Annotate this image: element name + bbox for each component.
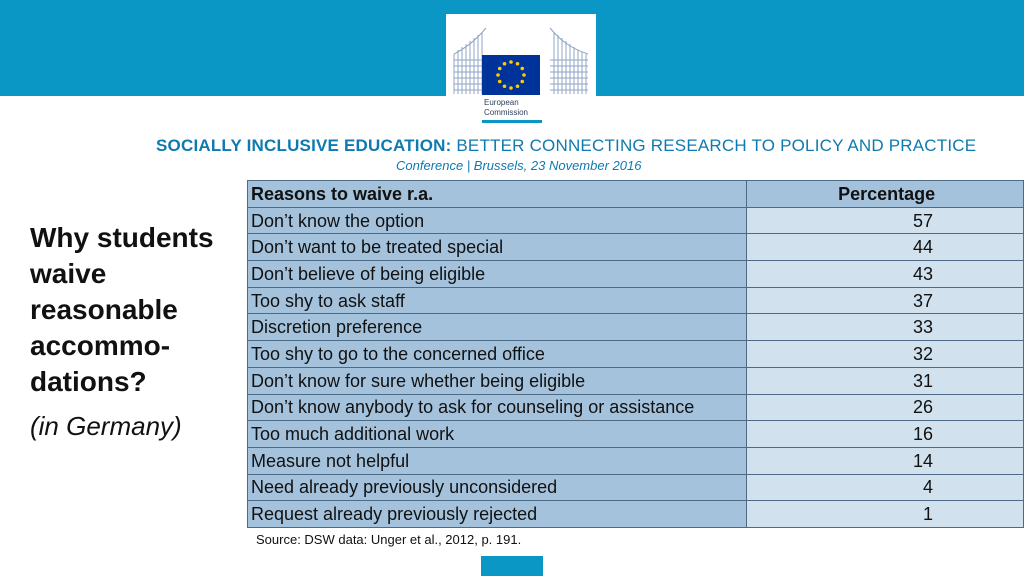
reason-cell: Don’t know the option — [248, 207, 747, 234]
page-title: Why students waive reasonable accommo-dations? — [30, 222, 214, 397]
reason-cell: Don’t want to be treated special — [248, 234, 747, 261]
eu-star-icon — [509, 86, 513, 90]
percentage-cell: 43 — [747, 261, 1024, 288]
table-row — [248, 207, 1024, 234]
reason-cell: Request already previously rejected — [248, 501, 747, 528]
conference-subline: Conference | Brussels, 23 November 2016 — [396, 158, 642, 173]
headline-bold: SOCIALLY INCLUSIVE EDUCATION: — [156, 136, 452, 155]
eu-star-icon — [498, 67, 502, 71]
percentage-cell: 44 — [747, 234, 1024, 261]
table-row — [248, 501, 1024, 528]
european-commission-logo — [446, 14, 596, 126]
table-row — [248, 394, 1024, 421]
table-row — [248, 234, 1024, 261]
reason-cell: Don’t know for sure whether being eligible — [248, 367, 747, 394]
headline-rest: BETTER CONNECTING RESEARCH TO POLICY AND PRACTICE — [451, 136, 977, 155]
reason-cell: Discretion preference — [248, 314, 747, 341]
percentage-cell: 37 — [747, 287, 1024, 314]
table-row — [248, 447, 1024, 474]
percentage-cell: 31 — [747, 367, 1024, 394]
percentage-cell: 4 — [747, 474, 1024, 501]
percentage-cell: 32 — [747, 341, 1024, 368]
table-row — [248, 421, 1024, 448]
reason-cell: Too shy to ask staff — [248, 287, 747, 314]
reason-cell: Too much additional work — [248, 421, 747, 448]
table-row — [248, 261, 1024, 288]
logo-underline — [482, 120, 542, 123]
reasons-table — [247, 180, 1024, 528]
reason-cell: Measure not helpful — [248, 447, 747, 474]
eu-star-icon — [503, 62, 507, 66]
reason-cell: Need already previously unconsidered — [248, 474, 747, 501]
page-subtitle: (in Germany) — [30, 411, 182, 441]
percentage-cell: 1 — [747, 501, 1024, 528]
reason-cell: Too shy to go to the concerned office — [248, 341, 747, 368]
percentage-cell: 26 — [747, 394, 1024, 421]
table-row — [248, 367, 1024, 394]
table-header-row — [248, 181, 1024, 208]
eu-star-icon — [516, 84, 520, 88]
eu-star-icon — [509, 60, 513, 64]
reason-cell: Don’t believe of being eligible — [248, 261, 747, 288]
percentage-cell: 14 — [747, 447, 1024, 474]
column-header-reason: Reasons to waive r.a. — [248, 181, 747, 208]
column-header-percentage: Percentage — [747, 181, 1024, 208]
eu-star-icon — [503, 84, 507, 88]
eu-star-icon — [520, 67, 524, 71]
table-row — [248, 314, 1024, 341]
logo-line-commission: Commission — [484, 108, 529, 117]
percentage-cell: 57 — [747, 207, 1024, 234]
eu-star-icon — [498, 80, 502, 84]
percentage-cell: 33 — [747, 314, 1024, 341]
logo-line-european: European — [484, 98, 519, 107]
footer-strip — [481, 556, 543, 576]
reason-cell: Don’t know anybody to ask for counseling or assistance — [248, 394, 747, 421]
eu-star-icon — [496, 73, 500, 77]
table-row — [248, 474, 1024, 501]
percentage-cell: 16 — [747, 421, 1024, 448]
eu-star-icon — [520, 80, 524, 84]
table-row — [248, 341, 1024, 368]
eu-star-icon — [522, 73, 526, 77]
conference-headline — [156, 136, 976, 156]
eu-star-icon — [516, 62, 520, 66]
logo-text — [484, 98, 528, 118]
table-row — [248, 287, 1024, 314]
source-note: Source: DSW data: Unger et al., 2012, p. 191. — [256, 532, 522, 547]
